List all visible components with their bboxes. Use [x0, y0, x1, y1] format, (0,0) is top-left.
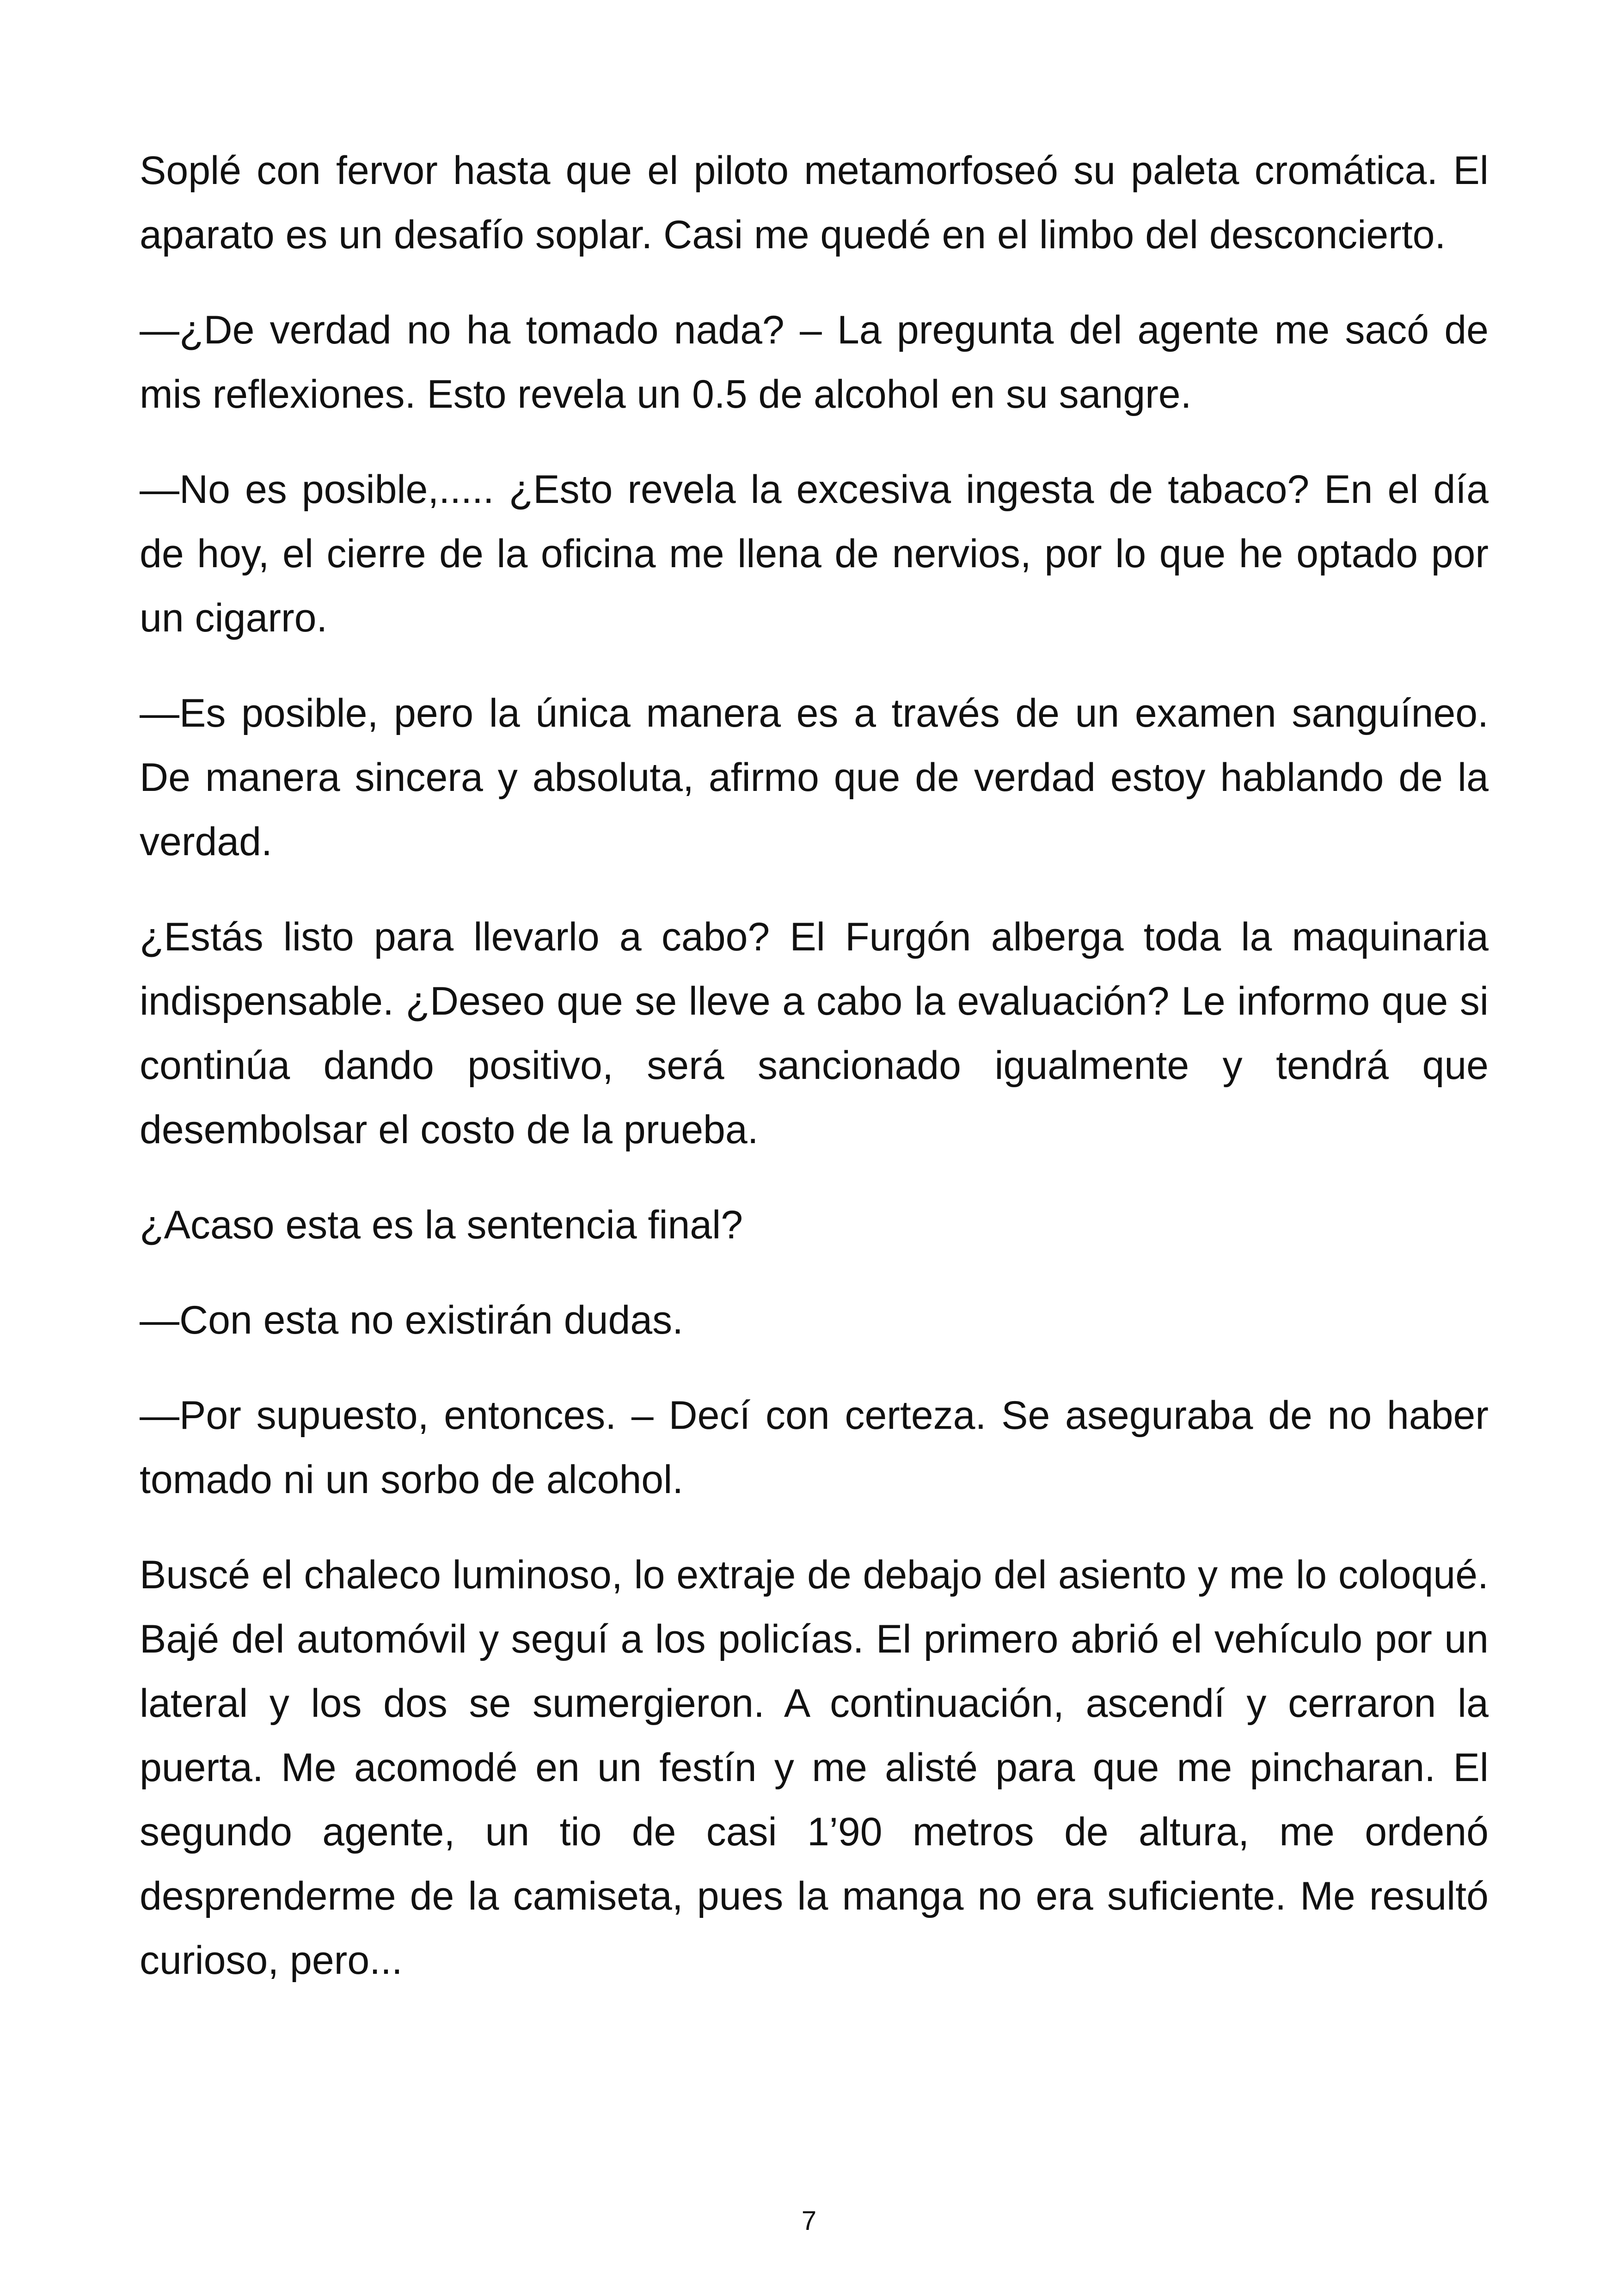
page-number: 7	[801, 2206, 817, 2236]
paragraph: Buscé el chaleco luminoso, lo extraje de debajo del asiento y me lo coloqué. Bajé del automóvil y seguí a los policías. El primero abrió el vehículo por un lateral y los dos se sumergieron. A continuación, ascendí y cerraron la puerta. Me acomodé en un festín y me alisté para que me pincharan. El segundo agente, un tio de casi 1’90 metros de altura, me ordenó desprenderme de la camiseta, pues la manga no era suficiente. Me resultó curioso, pero...	[140, 1553, 1489, 1983]
paragraph: ¿Estás listo para llevarlo a cabo? El Furgón alberga toda la maquinaria indispensable. ¿Deseo que se lleve a cabo la evaluación? Le informo que si continúa dando positivo, será sancionado igualmente y tendrá que desembolsar el costo de la prueba.	[140, 915, 1489, 1152]
paragraph: —Por supuesto, entonces. – Decí con certeza. Se aseguraba de no haber tomado ni un sorbo de alcohol.	[140, 1393, 1489, 1502]
paragraph: —¿De verdad no ha tomado nada? – La pregunta del agente me sacó de mis reflexiones. Esto revela un 0.5 de alcohol en su sangre.	[140, 308, 1489, 416]
paragraph: —Es posible, pero la única manera es a través de un examen sanguíneo. De manera sincera y absoluta, afirmo que de verdad estoy hablando de la verdad.	[140, 691, 1489, 864]
paragraph: —No es posible,..... ¿Esto revela la excesiva ingesta de tabaco? En el día de hoy, el cierre de la oficina me llena de nervios, por lo que he optado por un cigarro.	[140, 467, 1489, 640]
paragraph: ¿Acaso esta es la sentencia final?	[140, 1203, 743, 1247]
text-body	[140, 139, 1489, 2024]
paragraph: —Con esta no existirán dudas.	[140, 1298, 683, 1342]
paragraph: Soplé con fervor hasta que el piloto metamorfoseó su paleta cromática. El aparato es un desafío soplar. Casi me quedé en el limbo del desconcierto.	[140, 148, 1489, 257]
